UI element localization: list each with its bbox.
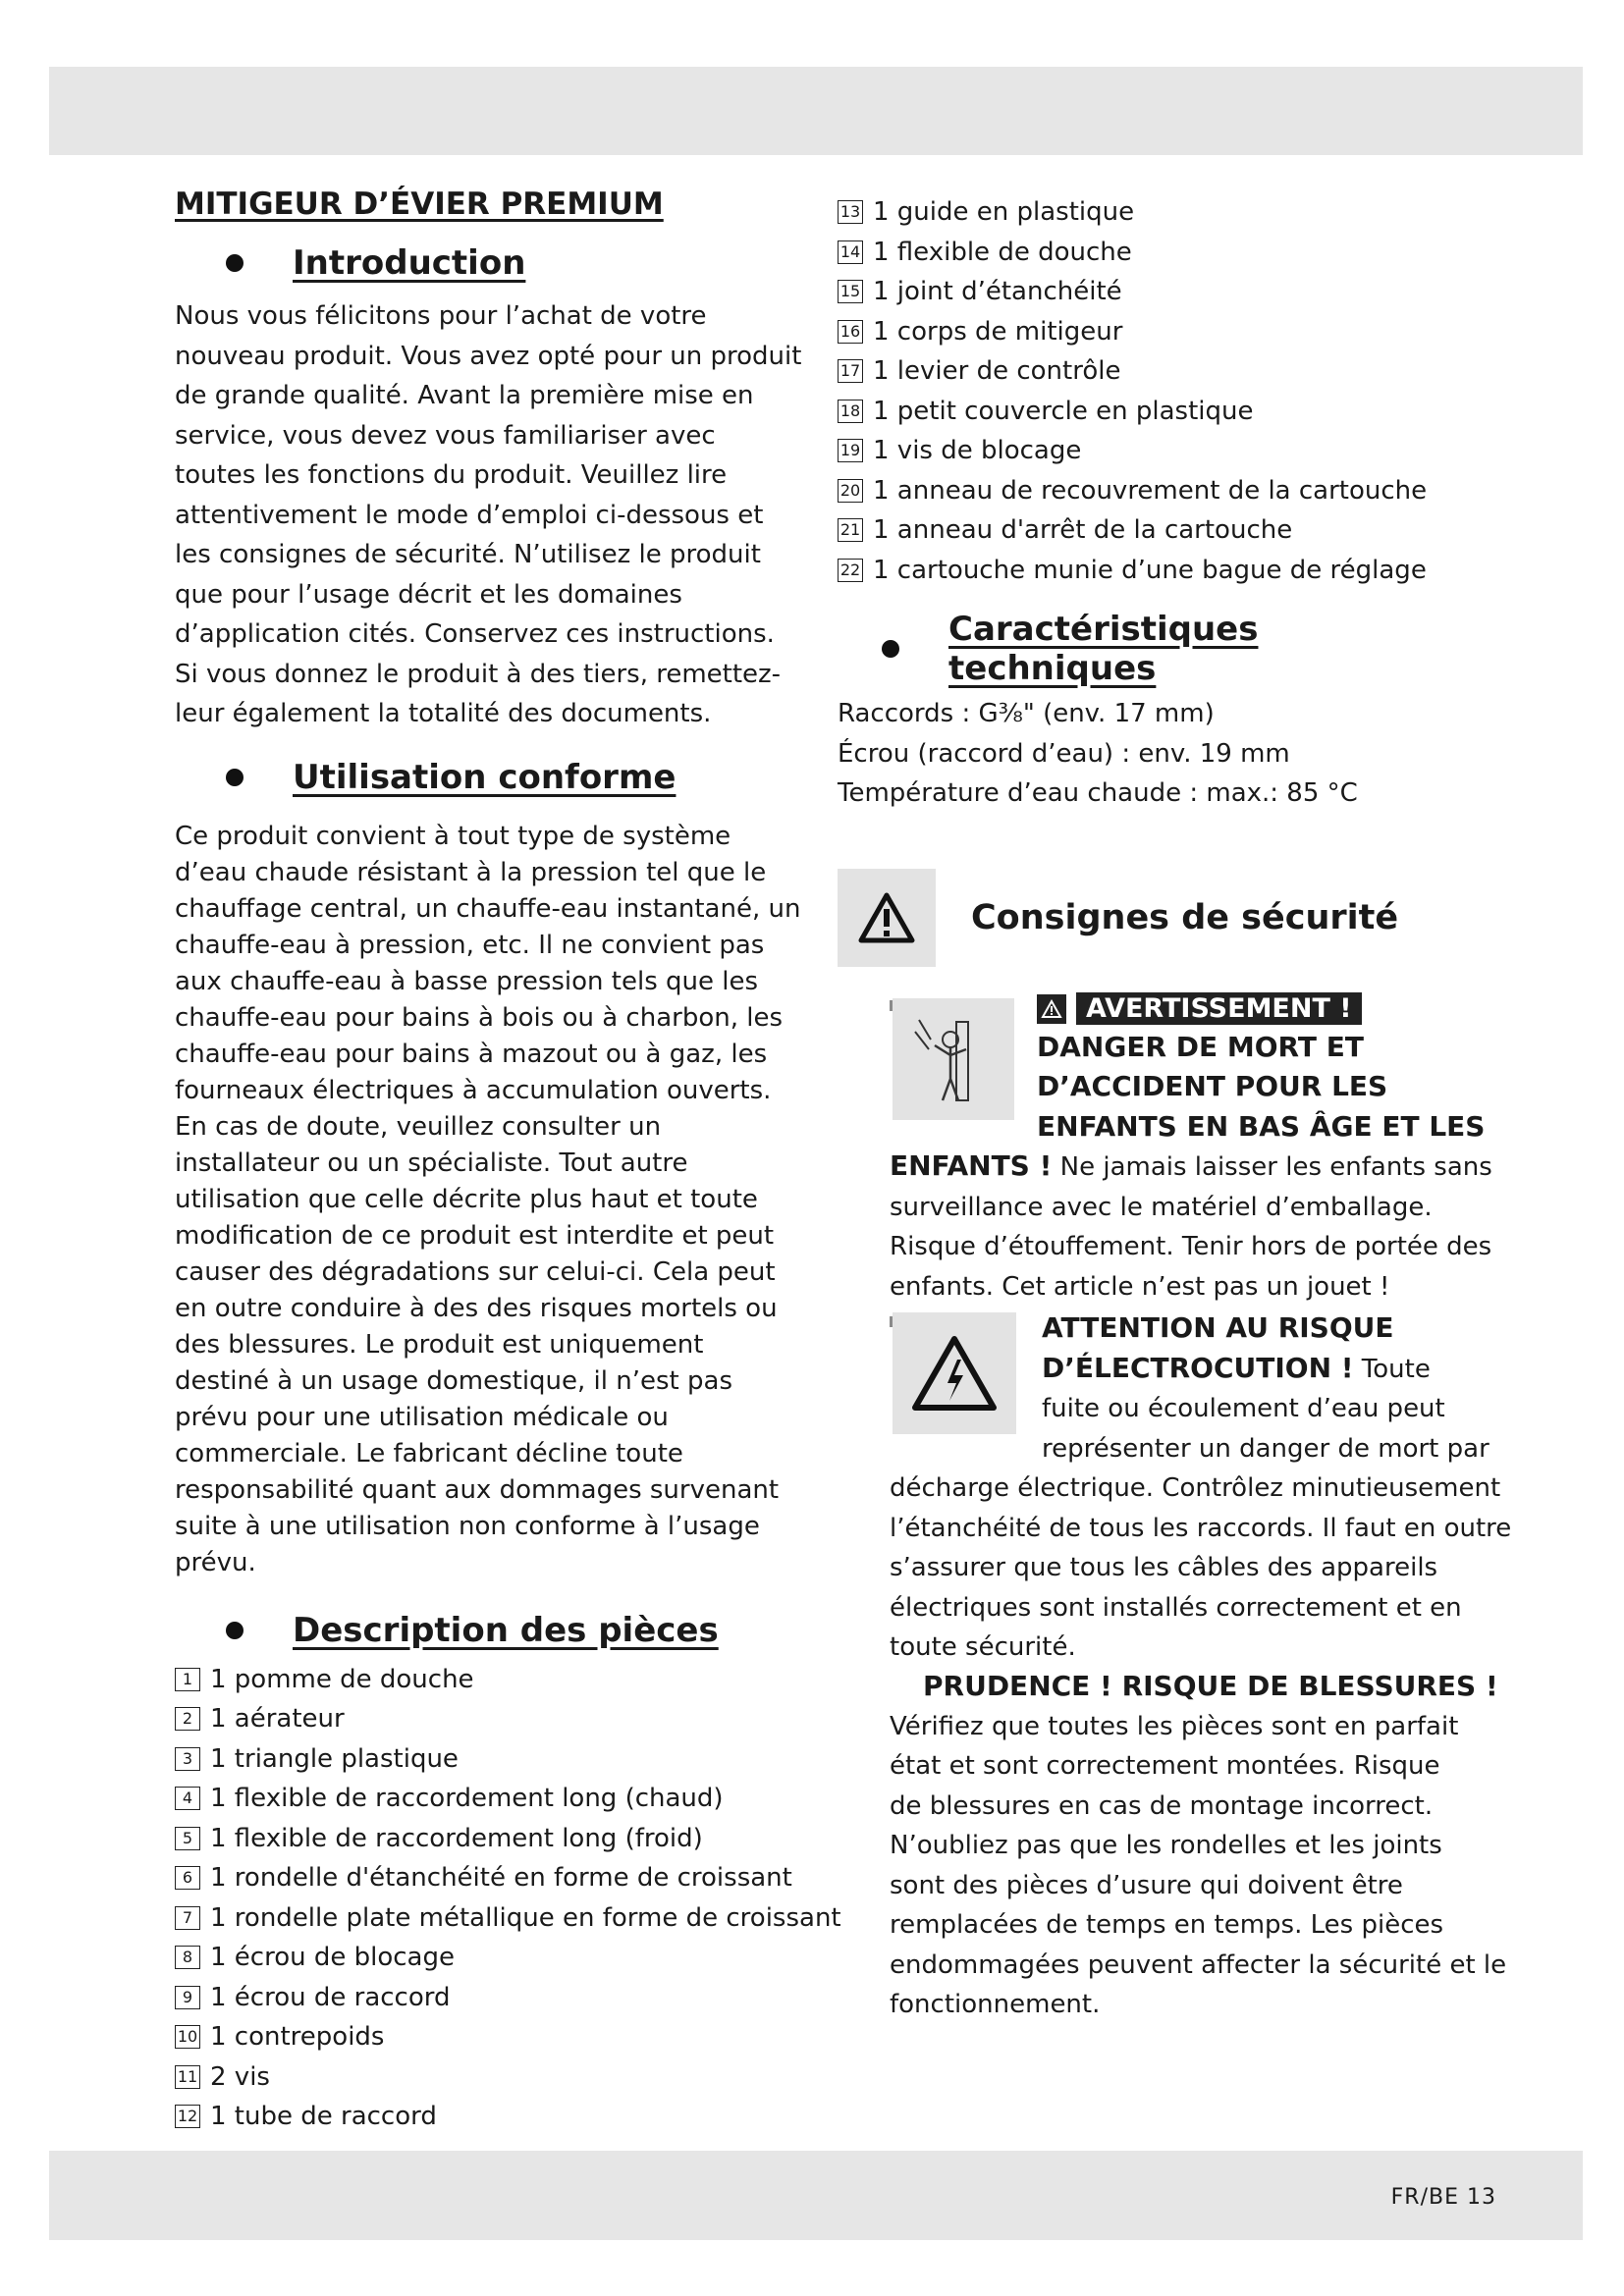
bullet-icon: [226, 769, 244, 786]
right-column: [838, 192, 1512, 2025]
part-text: 1 anneau de recouvrement de la cartouche: [873, 475, 1428, 506]
part-text: 1 levier de contrôle: [873, 356, 1121, 386]
tech-spec-line: Écrou (raccord d’eau) : env. 19 mm: [838, 738, 1290, 769]
part-text: 1 vis de blocage: [873, 436, 1082, 465]
introduction-text: Nous vous félicitons pour l’achat de votre nouveau produit. Vous avez opté pour un produit de grande qualité. Avant la première mise en service, vous devez vous familiariser avec toutes les fonctions du produit. Veuillez lire attentivement le mode d’emploi ci-dessous et les consignes de sécurité. N’utilisez le produit que pour l’usage décrit et les domaines d’application cités. Conservez ces instructions. Si vous donnez le produit à des tiers, remettez-leur également la totalité des documents.: [175, 301, 802, 728]
part-number: 4: [175, 1787, 200, 1810]
list-item: [838, 351, 1466, 392]
tech-spec-line: Raccords : G⅜" (env. 17 mm): [838, 699, 1215, 728]
tech-specs: [838, 694, 1466, 814]
caution-text-line: de blessures en cas de montage incorrect.: [890, 1790, 1434, 1821]
caution-heading: PRUDENCE ! RISQUE DE BLESSURES !: [923, 1670, 1498, 1703]
electric-hazard-icon: [893, 1312, 1016, 1434]
part-number: 8: [175, 1946, 200, 1969]
part-number: 19: [838, 439, 863, 462]
part-text: 1 anneau d'arrêt de la cartouche: [873, 515, 1293, 545]
section-heading-parts: [175, 1611, 803, 1650]
electrocution-text-line: fuite ou écoulement d’eau peut: [1042, 1394, 1445, 1423]
electrocution-text-first: Toute: [1353, 1354, 1431, 1384]
part-number: 3: [175, 1747, 200, 1771]
danger-text-line: surveillance avec le matériel d’emballage.: [890, 1192, 1433, 1222]
electrocution-text-line: l’étanchéité de tous les raccords. Il faut en outre: [890, 1513, 1512, 1543]
tech-title: Caractéristiques techniques: [948, 610, 1259, 688]
part-number: 15: [838, 280, 863, 303]
part-number: 11: [175, 2065, 200, 2089]
part-text: 1 flexible de raccordement long (chaud): [210, 1784, 724, 1813]
list-item: [838, 431, 1466, 471]
warning-badge: AVERTISSEMENT !: [1076, 992, 1362, 1025]
footer-band: [49, 2151, 1583, 2240]
part-number: 1: [175, 1668, 200, 1691]
part-number: 13: [838, 200, 863, 224]
caution-text-line: état et sont correctement montées. Risque: [890, 1751, 1440, 1781]
part-text: 1 triangle plastique: [210, 1743, 459, 1774]
part-text: 1 écrou de raccord: [210, 1982, 451, 2012]
list-item: [175, 1819, 803, 1859]
warning-badge-icon: [1037, 994, 1066, 1024]
list-item: [175, 1938, 803, 1978]
electrocution-block: [890, 1308, 1512, 1668]
warning-triangle-icon: [838, 869, 936, 967]
danger-text-line: enfants. Cet article n’est pas un jouet !: [890, 1271, 1390, 1302]
header-band: [49, 67, 1583, 155]
part-text: 1 petit couvercle en plastique: [873, 396, 1254, 426]
part-number: 9: [175, 1986, 200, 2009]
electrocution-heading-end: D’ÉLECTROCUTION !: [1042, 1351, 1354, 1384]
bullet-icon: [226, 254, 244, 272]
caution-text-line: fonctionnement.: [890, 1990, 1101, 2019]
list-item: [838, 471, 1466, 511]
parts-list-right: [838, 192, 1466, 590]
part-text: 1 flexible de douche: [873, 237, 1132, 267]
part-text: 1 rondelle d'étanchéité en forme de croissant: [210, 1863, 792, 1893]
part-text: 1 pomme de douche: [210, 1664, 474, 1694]
danger-heading-end: ENFANTS !: [890, 1149, 1053, 1182]
part-number: 22: [838, 559, 863, 582]
bullet-icon: [226, 1622, 244, 1639]
caution-text-line: remplacées de temps en temps. Les pièces: [890, 1910, 1444, 1940]
part-number: 20: [838, 479, 863, 503]
part-number: 18: [838, 400, 863, 423]
part-text: 2 vis: [210, 2061, 270, 2092]
tech-spec-line: Température d’eau chaude : max.: 85 °C: [838, 778, 1358, 808]
safety-heading: [838, 869, 1466, 967]
part-number: 12: [175, 2105, 200, 2128]
part-text: 1 rondelle plate métallique en forme de croissant: [210, 1902, 841, 1933]
part-text: 1 joint d’étanchéité: [873, 277, 1122, 306]
part-number: 5: [175, 1827, 200, 1850]
list-item: [838, 392, 1466, 432]
electrocution-text-line: décharge électrique. Contrôlez minutieusement: [890, 1473, 1501, 1503]
part-number: 16: [838, 320, 863, 344]
caution-text-line: Vérifiez que toutes les pièces sont en parfait: [890, 1711, 1459, 1741]
list-item: [838, 233, 1466, 273]
part-number: 14: [838, 240, 863, 264]
parts-title: Description des pièces: [293, 1610, 719, 1650]
list-item: [838, 192, 1466, 233]
caution-text-line: endommagées peuvent affecter la sécurité et le: [890, 1949, 1507, 1980]
safety-title: Consignes de sécurité: [971, 897, 1399, 937]
list-item: [175, 2057, 803, 2098]
part-text: 1 corps de mitigeur: [873, 316, 1123, 347]
part-text: 1 cartouche munie d’une bague de réglage: [873, 555, 1427, 585]
list-item: [175, 2097, 803, 2137]
page-title: MITIGEUR D’ÉVIER PREMIUM: [175, 187, 664, 222]
introduction-title: Introduction: [293, 243, 526, 283]
child-danger-block: [890, 992, 1492, 1308]
bullet-icon: [882, 640, 899, 658]
part-text: 1 tube de raccord: [210, 2102, 437, 2131]
part-text: 1 guide en plastique: [873, 197, 1135, 227]
section-heading-introduction: [175, 243, 803, 283]
list-item: [838, 510, 1466, 551]
caution-text-line: N’oubliez pas que les rondelles et les joints: [890, 1831, 1442, 1860]
electrocution-text-line: toute sécurité.: [890, 1632, 1076, 1662]
list-item: [175, 1699, 803, 1739]
section-heading-tech: [838, 610, 1466, 688]
list-item: [838, 312, 1466, 352]
usage-title: Utilisation conforme: [293, 757, 677, 797]
part-text: 1 flexible de raccordement long (froid): [210, 1823, 703, 1853]
child-warning-icon: [893, 998, 1014, 1120]
danger-heading-line: D’ACCIDENT POUR LES: [1037, 1070, 1388, 1102]
electrocution-text-line: représenter un danger de mort par: [1042, 1433, 1489, 1464]
parts-list-left: [175, 1660, 841, 2137]
part-text: 1 écrou de blocage: [210, 1943, 455, 1972]
part-text: 1 aérateur: [210, 1704, 345, 1734]
part-text: 1 contrepoids: [210, 2022, 385, 2052]
list-item: [175, 1660, 803, 1700]
danger-text-first: Ne jamais laisser les enfants sans: [1052, 1152, 1492, 1182]
list-item: [175, 1898, 841, 1939]
list-item: [838, 272, 1466, 312]
caution-block: [890, 1668, 1507, 2025]
electrocution-heading-line: ATTENTION AU RISQUE: [1042, 1311, 1394, 1344]
part-number: 10: [175, 2025, 200, 2049]
list-item: [175, 1739, 803, 1780]
part-number: 7: [175, 1906, 200, 1930]
danger-heading-line: ENFANTS EN BAS ÂGE ET LES: [1037, 1109, 1486, 1143]
list-item: [838, 551, 1466, 591]
part-number: 17: [838, 359, 863, 383]
section-heading-usage: [175, 758, 803, 797]
page-number: FR/BE 13: [1390, 2185, 1496, 2210]
electrocution-text-line: s’assurer que tous les câbles des appareils: [890, 1553, 1438, 1582]
danger-text-line: Risque d’étouffement. Tenir hors de portée des: [890, 1232, 1492, 1261]
list-item: [175, 1858, 803, 1898]
left-column: [175, 187, 841, 2137]
list-item: [175, 2017, 803, 2057]
part-number: 6: [175, 1866, 200, 1890]
list-item: [175, 1978, 803, 2018]
electrocution-text-line: électriques sont installés correctement et en: [890, 1592, 1462, 1623]
part-number: 21: [838, 518, 863, 542]
part-number: 2: [175, 1707, 200, 1731]
caution-text-line: sont des pièces d’usure qui doivent être: [890, 1870, 1403, 1900]
danger-heading-line: DANGER DE MORT ET: [1037, 1030, 1364, 1063]
list-item: [175, 1779, 803, 1819]
usage-text: Ce produit convient à tout type de système d’eau chaude résistant à la pression tel que le chauffage central, un chauffe-eau instantané, un chauffe-eau à pression, etc. Il ne convient pas aux chauffe-eau à basse pression tels que les chauffe-eau pour bains à bois ou à charbon, les chauffe-eau pour bains à mazout ou à gaz, les fourneaux électriques à accumulation ouverts. En cas de doute, veuillez consulter un installateur ou un spécialiste. Tout autre utilisation que celle décrite plus haut et toute modification de ce produit est interdite et peut causer des dégradations sur celui-ci. Cela peut en outre conduire à des des risques mortels ou des blessures. Le produit est uniquement destiné à un usage domestique, il n’est pas prévu pour une utilisation médicale ou commerciale. Le fabricant décline toute responsabilité quant aux dommages survenant suite à une utilisation non conforme à l’usage prévu.: [175, 821, 801, 1577]
